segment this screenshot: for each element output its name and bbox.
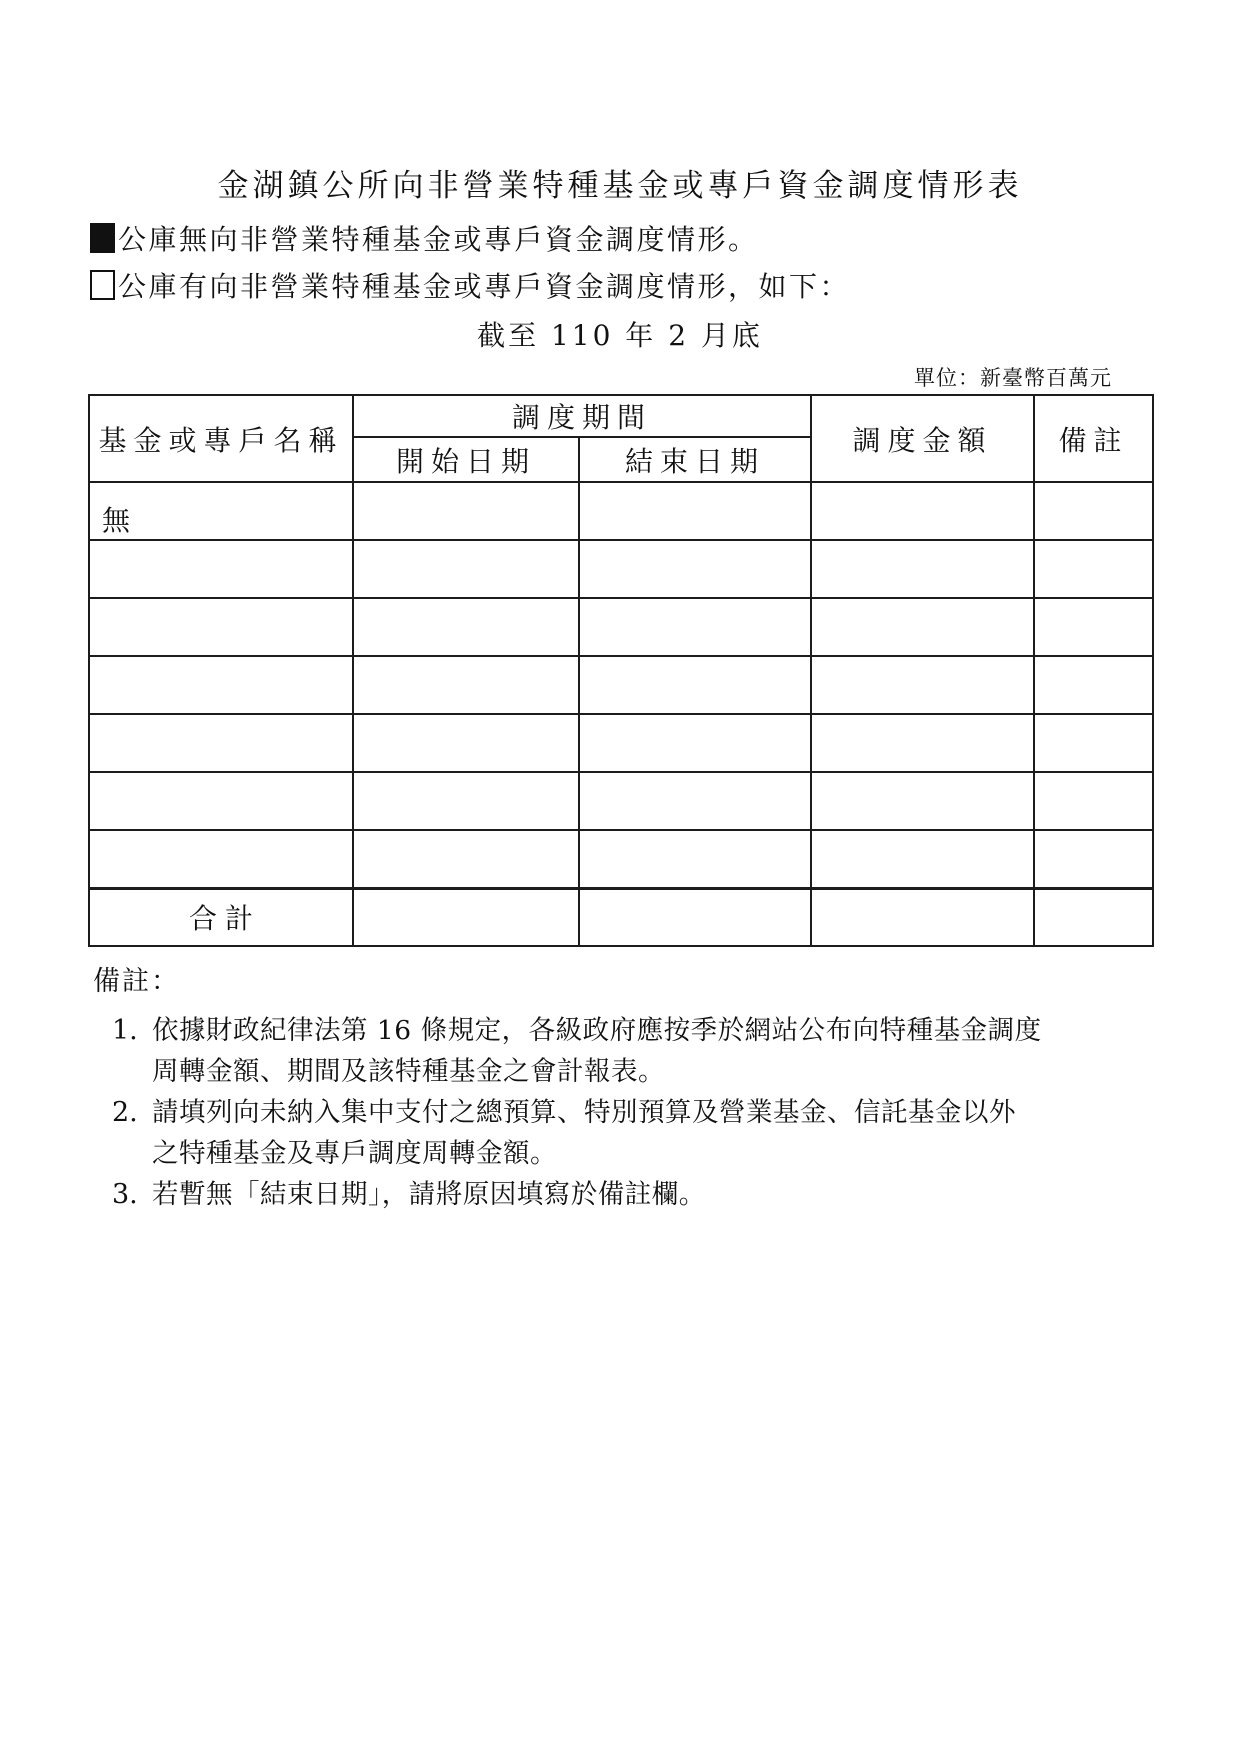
end-date-cell [579,656,811,714]
table-row [89,772,1153,830]
start-date-cell [353,540,579,598]
fund-name-cell [89,540,353,598]
page-title: 金湖鎮公所向非營業特種基金或專戶資金調度情形表 [217,168,1023,204]
table-row [89,482,1153,540]
fund-name-cell [89,830,353,888]
column-header-end-date: 結束日期 [579,437,811,482]
total-label-cell: 合計 [89,888,353,946]
end-date-cell [579,540,811,598]
start-date-cell [353,656,579,714]
fund-name-cell [89,714,353,772]
note-number: 2. [112,1097,138,1128]
note-number: 1. [112,1015,138,1046]
start-date-cell [353,482,579,540]
notes-heading: 備註： [93,966,180,997]
checkbox-section [90,214,1240,308]
checkbox-checked-icon [90,223,115,253]
remarks-cell [1034,540,1153,598]
start-date-cell [353,888,579,946]
note-number: 3. [112,1179,138,1210]
note-text: 若暫無「結束日期」，請將原因填寫於備註欄。 [152,1179,706,1210]
checkbox-row-no-allocation [90,214,1240,261]
fund-name-cell [89,656,353,714]
remarks-cell [1034,598,1153,656]
unit-note: 單位：新臺幣百萬元 [914,366,1112,390]
remarks-cell [1034,656,1153,714]
table-total-row [89,888,1153,946]
column-header-period-group: 調度期間 [353,395,811,437]
fund-allocation-table [88,394,1154,947]
remarks-cell [1034,482,1153,540]
period-subtitle: 截至 110 年 2 月底 [477,319,763,352]
amount-cell [811,598,1034,656]
start-date-cell [353,830,579,888]
table-row [89,714,1153,772]
amount-cell [811,540,1034,598]
amount-cell [811,714,1034,772]
notes-list [93,1010,1240,1215]
amount-cell [811,482,1034,540]
table-row [89,598,1153,656]
note-text: 請填列向未納入集中支付之總預算、特別預算及營業基金、信託基金以外之特種基金及專戶調度周轉金額。 [152,1097,1016,1169]
column-header-remarks: 備註 [1034,395,1153,482]
end-date-cell [579,830,811,888]
remarks-cell [1034,888,1153,946]
fund-name-cell [89,772,353,830]
fund-name-cell [89,598,353,656]
remarks-cell [1034,830,1153,888]
end-date-cell [579,598,811,656]
start-date-cell [353,772,579,830]
amount-cell [811,830,1034,888]
remarks-cell [1034,714,1153,772]
amount-cell [811,772,1034,830]
checkbox-label: 公庫無向非營業特種基金或專戶資金調度情形。 [118,222,759,256]
start-date-cell [353,714,579,772]
table-row [89,656,1153,714]
fund-name-cell: 無 [89,482,353,540]
start-date-cell [353,598,579,656]
table-header-row-1 [89,395,1153,437]
checkbox-unchecked-icon [90,270,115,300]
notes-section [93,959,1240,1215]
end-date-cell [579,714,811,772]
amount-cell [811,656,1034,714]
list-item [93,1010,1240,1092]
column-header-start-date: 開始日期 [353,437,579,482]
checkbox-row-has-allocation [90,261,1240,308]
note-text: 依據財政紀律法第 16 條規定，各級政府應按季於網站公布向特種基金調度周轉金額、期間及該特種基金之會計報表。 [152,1015,1042,1087]
column-header-fund-name: 基金或專戶名稱 [89,395,353,482]
table-row [89,830,1153,888]
end-date-cell [579,482,811,540]
checkbox-label: 公庫有向非營業特種基金或專戶資金調度情形，如下： [118,269,851,303]
list-item [93,1092,1240,1174]
list-item [93,1174,1240,1215]
amount-cell [811,888,1034,946]
column-header-amount: 調度金額 [811,395,1034,482]
table-row [89,540,1153,598]
remarks-cell [1034,772,1153,830]
end-date-cell [579,888,811,946]
end-date-cell [579,772,811,830]
